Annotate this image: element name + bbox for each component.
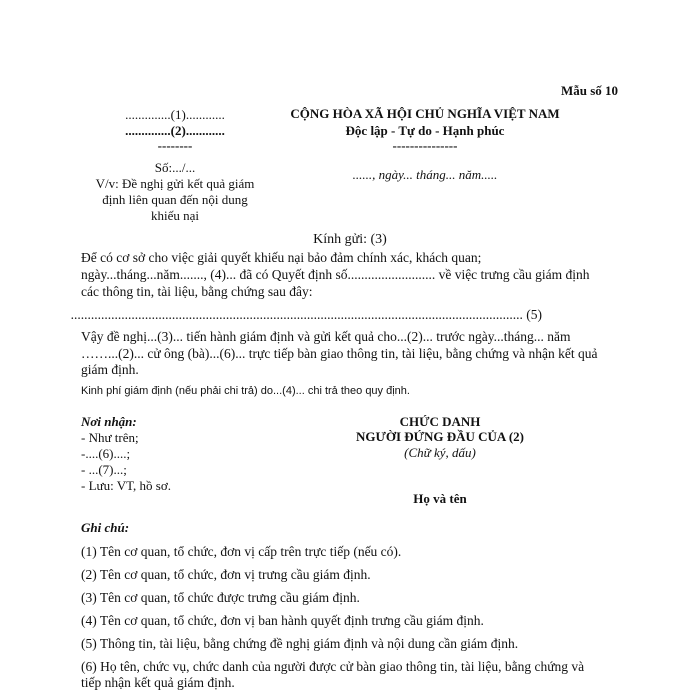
recipient-item: - Lưu: VT, hồ sơ. (81, 478, 171, 493)
recipient-item: - Như trên; (81, 430, 139, 445)
recipient-item: - ...(7)...; (81, 462, 127, 477)
body-p2-line3: giám định. (81, 362, 139, 377)
form-number: Mẫu số 10 (560, 83, 618, 98)
signer-title-1: CHỨC DANH (399, 414, 481, 429)
note-item: (2) Tên cơ quan, tổ chức, đơn vị trưng cầu giám định. (81, 567, 371, 582)
subject-line-1: V/v: Đề nghị gửi kết quả giám (95, 176, 255, 191)
recipients-title: Nơi nhận: (81, 414, 137, 429)
body-fee-note: Kinh phí giám định (nếu phải chi trả) do...(4)... chi trả theo quy định. (81, 385, 410, 397)
signature-note: (Chữ ký, dấu) (404, 445, 476, 460)
country-name: CỘNG HÒA XÃ HỘI CHỦ NGHĨA VIỆT NAM (290, 106, 560, 121)
document-number: Số:.../... (154, 160, 196, 175)
note-item-6-line2: tiếp nhận kết quả giám định. (81, 675, 235, 690)
body-p1-line2: ngày...tháng...năm......., (4)... đã có Quyết định số.......................... về việc trưng cầu giám định (81, 267, 590, 282)
body-p2-line2: ……...(2)... cử ông (bà)...(6)... trực tiếp bàn giao thông tin, tài liệu, bằng chứng và nhận kết quả (81, 346, 598, 361)
body-p1-line3: các thông tin, tài liệu, bằng chứng sau đây: (81, 284, 313, 299)
signer-name: Họ và tên (413, 491, 467, 506)
note-item: (1) Tên cơ quan, tổ chức, đơn vị cấp trên trực tiếp (nếu có). (81, 544, 402, 559)
note-item-6-line1: (6) Họ tên, chức vụ, chức danh của người được cử bàn giao thông tin, tài liệu, bằng chứng và (81, 659, 585, 674)
evidence-dots-line: ...................................................................................................................................... (5) (70, 307, 542, 322)
agency-placeholder: ..............(2)............ (125, 123, 225, 138)
greeting: Kính gửi: (3) (313, 232, 387, 247)
note-item: (3) Tên cơ quan, tổ chức được trưng cầu giám định. (81, 590, 360, 605)
notes-title: Ghi chú: (81, 520, 130, 535)
note-item: (4) Tên cơ quan, tổ chức, đơn vị ban hành quyết định trưng cầu giám định. (81, 613, 484, 628)
body-p2-line1: Vậy đề nghị...(3)... tiến hành giám định và gửi kết quả cho...(2)... trước ngày...tháng... năm (81, 329, 571, 344)
note-item: (5) Thông tin, tài liệu, bằng chứng đề nghị giám định và nội dung cần giám định. (81, 636, 519, 651)
header-left-divider: -------- (157, 138, 193, 153)
header-right-divider: --------------- (392, 138, 458, 153)
parent-agency-placeholder: ..............(1)............ (125, 107, 225, 122)
subject-line-3: khiếu nại (150, 208, 199, 223)
signer-title-2: NGƯỜI ĐỨNG ĐẦU CỦA (2) (355, 429, 525, 444)
date-line: ......, ngày... tháng... năm..... (352, 167, 498, 182)
national-motto: Độc lập - Tự do - Hạnh phúc (345, 123, 505, 138)
recipient-item: -....(6)....; (81, 446, 131, 461)
subject-line-2: định liên quan đến nội dung (102, 192, 248, 207)
body-p1-line1: Để có cơ sở cho việc giải quyết khiếu nại bảo đảm chính xác, khách quan; (81, 250, 482, 265)
